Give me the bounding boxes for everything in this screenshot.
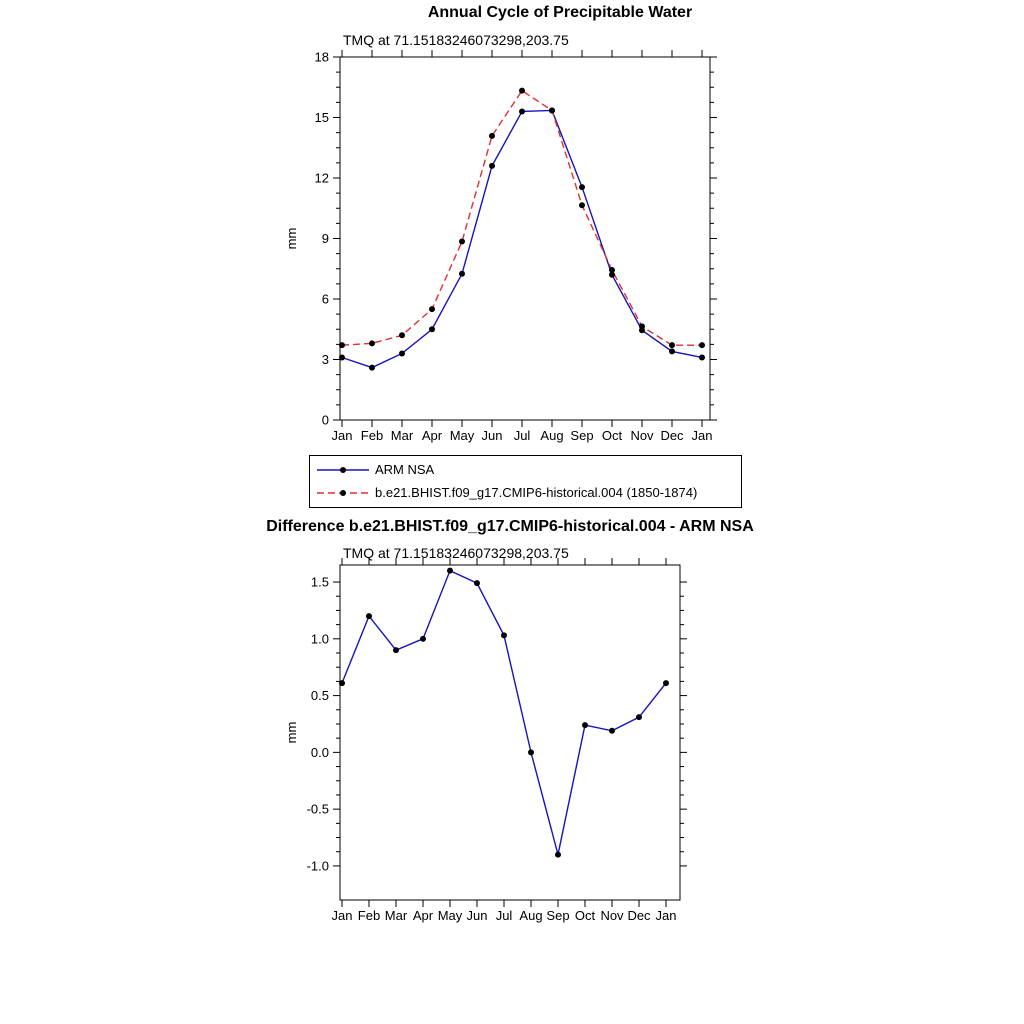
data-point-marker bbox=[609, 728, 615, 734]
x-tick-label: Apr bbox=[421, 428, 443, 443]
x-tick-label: Mar bbox=[390, 428, 414, 443]
data-point-marker bbox=[519, 108, 525, 114]
data-point-marker bbox=[489, 133, 495, 139]
data-point-marker bbox=[549, 107, 555, 113]
difference-subtitle: TMQ at 71.15183246073298,203.75 bbox=[343, 545, 569, 561]
x-tick-label: May bbox=[449, 428, 475, 443]
y-tick-label: 15 bbox=[314, 110, 329, 125]
x-tick-label: Apr bbox=[412, 908, 434, 923]
data-point-marker bbox=[447, 568, 453, 574]
data-point-marker bbox=[420, 636, 426, 642]
y-tick-label: -1.0 bbox=[306, 858, 329, 874]
y-tick-label: 18 bbox=[314, 49, 329, 65]
x-tick-label: Jan bbox=[655, 908, 677, 923]
y-tick-label: 0 bbox=[321, 412, 329, 428]
legend-line-sample-dashed-icon bbox=[316, 487, 370, 499]
x-tick-label: Sep bbox=[546, 908, 570, 923]
x-tick-label: Feb bbox=[357, 908, 381, 923]
data-point-marker bbox=[609, 267, 615, 273]
data-point-marker bbox=[579, 202, 585, 208]
data-point-marker bbox=[579, 184, 585, 190]
data-point-marker bbox=[669, 348, 675, 354]
legend-marker-dot bbox=[340, 490, 346, 496]
data-point-marker bbox=[489, 163, 495, 169]
data-point-marker bbox=[429, 306, 435, 312]
legend-line-sample-solid-icon bbox=[316, 464, 370, 476]
x-tick-label: Oct bbox=[574, 908, 596, 923]
x-tick-label: Dec bbox=[660, 428, 684, 443]
data-point-marker bbox=[699, 354, 705, 360]
x-tick-label: Jul bbox=[495, 908, 513, 923]
y-axis-label: mm bbox=[284, 227, 299, 250]
y-tick-label: 0.0 bbox=[310, 744, 329, 760]
legend-label-model: b.e21.BHIST.f09_g17.CMIP6-historical.004 (1850-1874) bbox=[375, 485, 698, 500]
data-point-marker bbox=[399, 350, 405, 356]
x-tick-label: Nov bbox=[630, 428, 654, 443]
legend-label-arm-nsa: ARM NSA bbox=[375, 462, 435, 477]
data-point-marker bbox=[369, 340, 375, 346]
data-point-marker bbox=[639, 323, 645, 329]
data-point-marker bbox=[459, 239, 465, 245]
data-point-marker bbox=[636, 714, 642, 720]
data-point-marker bbox=[399, 332, 405, 338]
legend-item-arm-nsa bbox=[310, 458, 741, 481]
x-tick-label: Oct bbox=[601, 428, 623, 443]
y-tick-label: 9 bbox=[321, 231, 329, 246]
y-tick-label: 6 bbox=[321, 291, 329, 307]
x-tick-label: Dec bbox=[627, 908, 651, 923]
data-point-marker bbox=[339, 354, 345, 360]
data-point-marker bbox=[459, 271, 465, 277]
series-line-1 bbox=[342, 91, 702, 346]
y-tick-label: 0.5 bbox=[310, 688, 329, 704]
x-tick-label: Jan bbox=[331, 908, 353, 923]
legend bbox=[309, 455, 742, 508]
y-tick-label: 3 bbox=[321, 352, 329, 367]
y-tick-label: 1.0 bbox=[310, 631, 329, 647]
plot-frame bbox=[340, 565, 680, 900]
x-tick-label: Jan bbox=[691, 428, 713, 443]
x-tick-label: Aug bbox=[540, 428, 564, 443]
data-point-marker bbox=[474, 580, 480, 586]
data-point-marker bbox=[339, 680, 345, 686]
x-tick-label: Feb bbox=[360, 428, 384, 443]
data-point-marker bbox=[339, 342, 345, 348]
annual-cycle-title: Annual Cycle of Precipitable Water bbox=[427, 4, 693, 21]
legend-marker-dot bbox=[340, 467, 346, 473]
data-point-marker bbox=[555, 852, 561, 858]
data-point-marker bbox=[501, 632, 507, 638]
y-tick-label: 12 bbox=[314, 170, 329, 186]
x-tick-label: Jul bbox=[513, 428, 531, 443]
difference-title: Difference b.e21.BHIST.f09_g17.CMIP6-historical.004 - ARM NSA bbox=[266, 518, 754, 535]
data-point-marker bbox=[669, 342, 675, 348]
y-axis-label: mm bbox=[284, 721, 299, 744]
data-point-marker bbox=[369, 365, 375, 371]
data-point-marker bbox=[429, 326, 435, 332]
series-line-0 bbox=[342, 110, 702, 367]
data-point-marker bbox=[528, 749, 534, 755]
series-line-0 bbox=[342, 571, 666, 855]
legend-item-model bbox=[310, 481, 741, 504]
data-point-marker bbox=[663, 680, 669, 686]
x-tick-label: Aug bbox=[519, 908, 543, 923]
data-point-marker bbox=[699, 342, 705, 348]
x-tick-label: Nov bbox=[600, 908, 624, 923]
data-point-marker bbox=[582, 722, 588, 728]
x-tick-label: Jun bbox=[481, 428, 503, 443]
x-tick-label: Jun bbox=[466, 908, 488, 923]
y-tick-label: 1.5 bbox=[310, 574, 329, 590]
data-point-marker bbox=[393, 647, 399, 653]
difference-plot bbox=[284, 558, 687, 923]
x-tick-label: Mar bbox=[384, 908, 408, 923]
y-tick-label: -0.5 bbox=[306, 801, 329, 817]
x-tick-label: Jan bbox=[331, 428, 353, 443]
x-tick-label: May bbox=[437, 908, 463, 923]
x-tick-label: Sep bbox=[570, 428, 594, 443]
annual-cycle-subtitle: TMQ at 71.15183246073298,203.75 bbox=[343, 32, 569, 48]
data-point-marker bbox=[366, 613, 372, 619]
data-point-marker bbox=[519, 88, 525, 94]
annual-cycle-plot bbox=[284, 50, 717, 444]
